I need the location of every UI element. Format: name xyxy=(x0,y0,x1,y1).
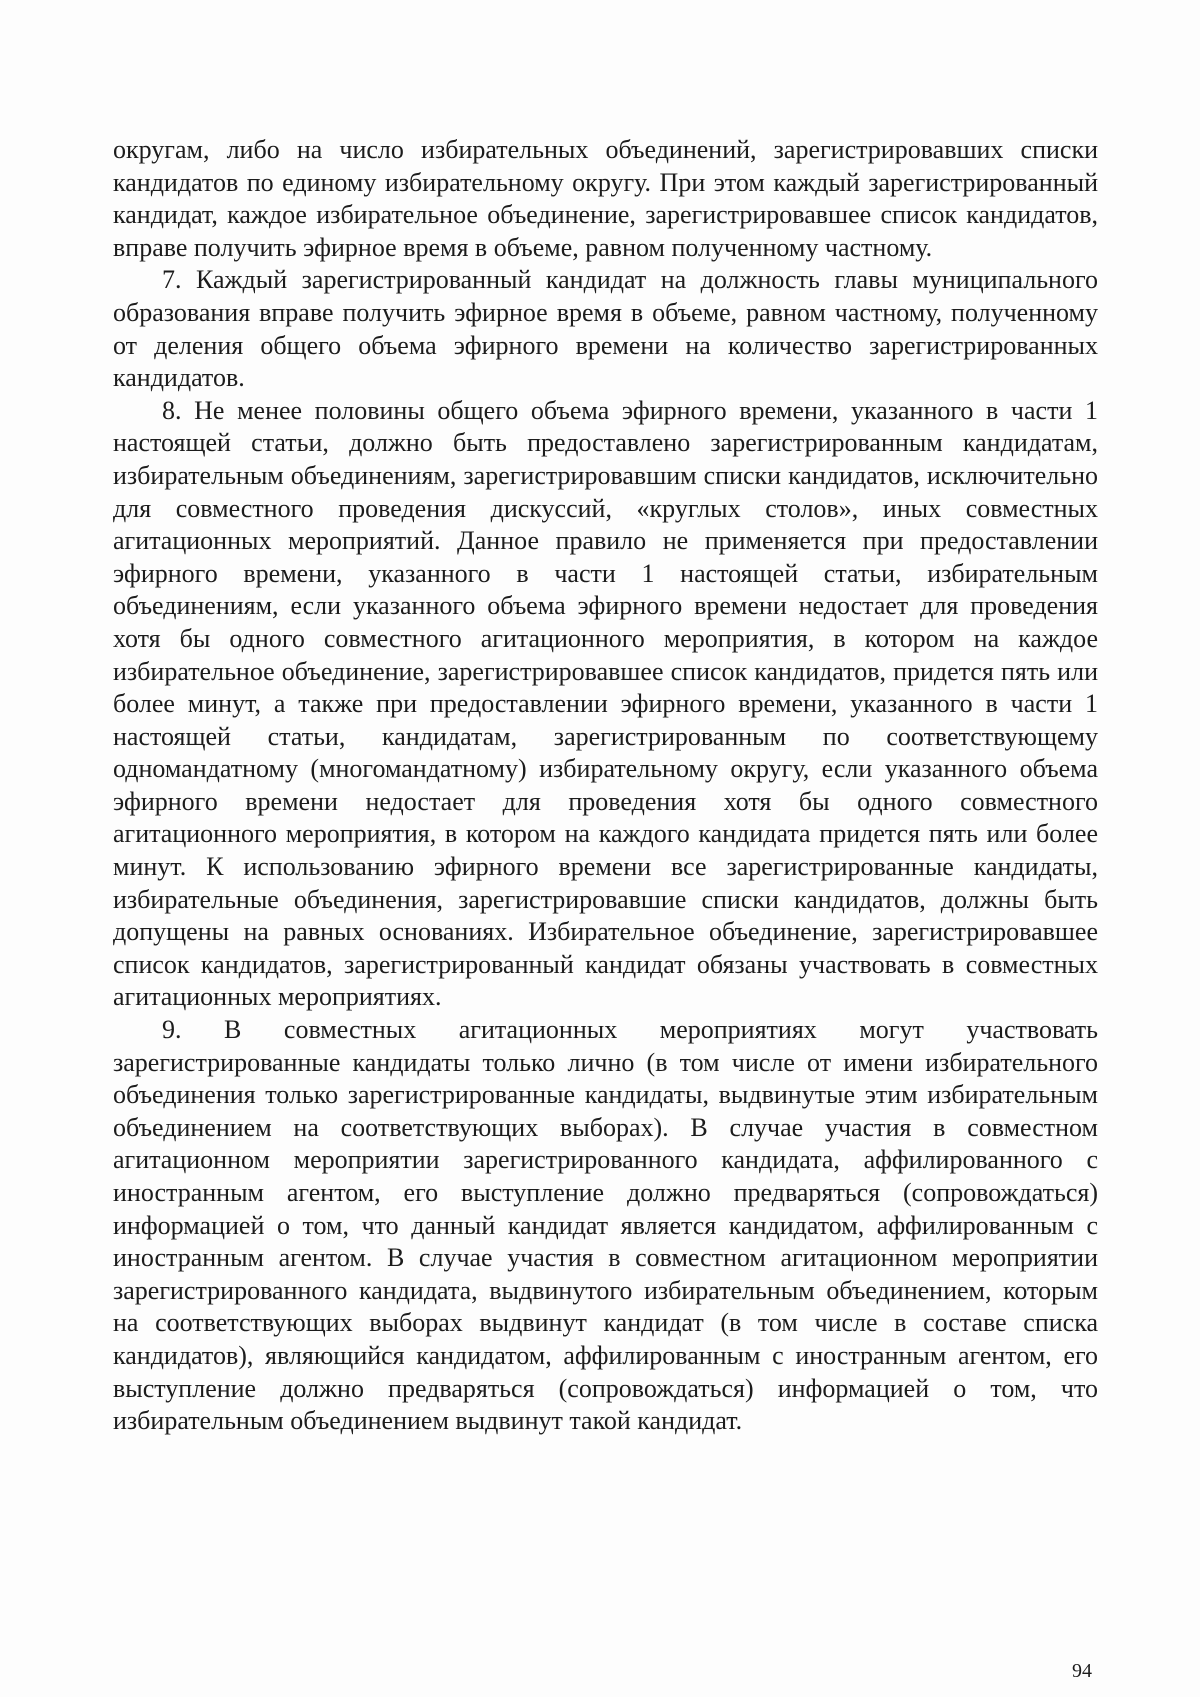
body-text xyxy=(113,134,1098,1438)
paragraph-item-7: 7. Каждый зарегистрированный кандидат на должность главы муниципального образования вправе получить эфирное время в объеме, равном частному, полученному от деления общего объема эфирного времени на количество зарегистрированных кандидатов. xyxy=(113,265,1098,393)
page-number: 94 xyxy=(1072,1660,1092,1682)
paragraph-continuation: округам, либо на число избирательных объединений, зарегистрировавших списки кандидатов по единому избирательному округу. При этом каждый зарегистрированный кандидат, каждое избирательное объединение, зарегистрировавшее список кандидатов, вправе получить эфирное время в объеме, равном полученному частному. xyxy=(113,135,1098,262)
paragraph-item-9: 9. В совместных агитационных мероприятиях могут участвовать зарегистрированные кандидаты только лично (в том числе от имени избирательного объединения только зарегистрированные кандидаты, выдвинутые этим избирательным объединением на соответствующих выборах). В случае участия в совместном агитационном мероприятии зарегистрированного кандидата, аффилированного с иностранным агентом, его выступление должно предваряться (сопровождаться) информацией о том, что данный кандидат является кандидатом, аффилированным с иностранным агентом. В случае участия в совместном агитационном мероприятии зарегистрированного кандидата, выдвинутого избирательным объединением, которым на соответствующих выборах выдвинут кандидат (в том числе в составе списка кандидатов), являющийся кандидатом, аффилированным с иностранным агентом, его выступление должно предваряться (сопровождаться) информацией о том, что избирательным объединением выдвинут такой кандидат. xyxy=(113,1015,1098,1436)
paragraph-item-8: 8. Не менее половины общего объема эфирного времени, указанного в части 1 настоящей статьи, должно быть предоставлено зарегистрированным кандидатам, избирательным объединениям, зарегистрировавшим списки кандидатов, исключительно для совместного проведения дискуссий, «круглых столов», иных совместных агитационных мероприятий. Данное правило не применяется при предоставлении эфирного времени, указанного в части 1 настоящей статьи, избирательным объединениям, если указанного объема эфирного времени недостает для проведения хотя бы одного совместного агитационного мероприятия, в котором на каждое избирательное объединение, зарегистрировавшее список кандидатов, придется пять или более минут, а также при предоставлении эфирного времени, указанного в части 1 настоящей статьи, кандидатам, зарегистрированным по соответствующему одномандатному (многомандатному) избирательному округу, если указанного объема эфирного времени недостает для проведения хотя бы одного совместного агитационного мероприятия, в котором на каждого кандидата придется пять или более минут. К использованию эфирного времени все зарегистрированные кандидаты, избирательные объединения, зарегистрировавшие списки кандидатов, должны быть допущены на равных основаниях. Избирательное объединение, зарегистрировавшее список кандидатов, зарегистрированный кандидат обязаны участвовать в совместных агитационных мероприятиях. xyxy=(113,395,1098,1012)
